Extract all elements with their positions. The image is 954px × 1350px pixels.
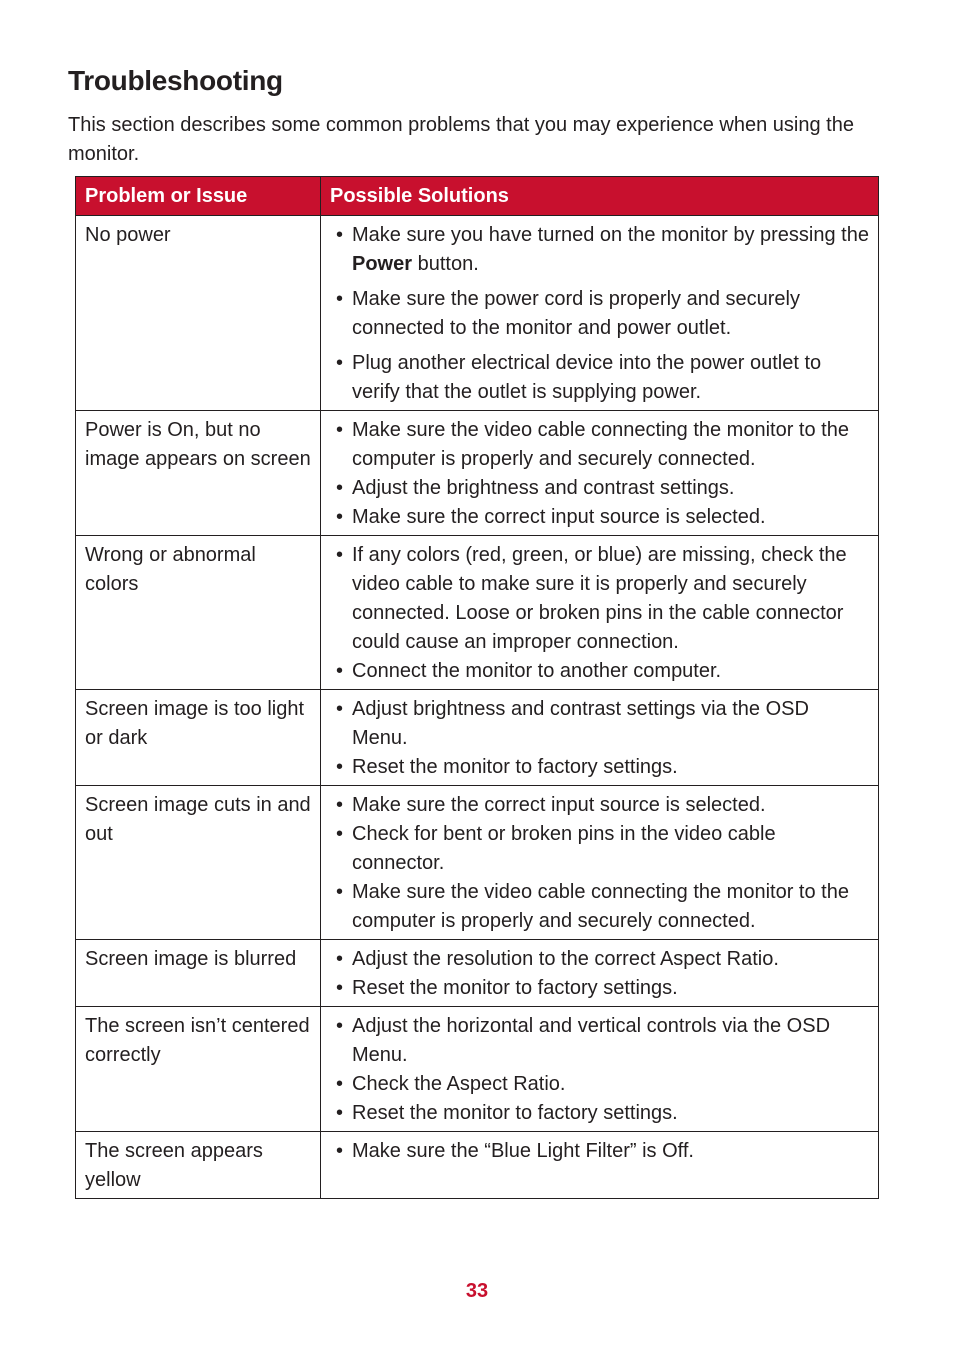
- solutions-cell: [321, 786, 879, 940]
- solutions-cell: [321, 1007, 879, 1132]
- solution-item: • Adjust the horizontal and vertical controls via the OSD Menu.: [330, 1012, 869, 1070]
- solutions-cell: [321, 690, 879, 786]
- solutions-list: [330, 695, 869, 782]
- solution-item: • Check for bent or broken pins in the video cable connector.: [330, 820, 869, 878]
- solutions-list: [330, 416, 869, 532]
- solution-item: [330, 221, 869, 279]
- problem-cell: The screen appears yellow: [76, 1132, 321, 1199]
- solutions-list: [330, 1012, 869, 1128]
- table-row: [76, 786, 879, 940]
- problem-cell: Screen image is too light or dark: [76, 690, 321, 786]
- solution-text: Make sure you have turned on the monitor by pressing the: [352, 224, 869, 246]
- solution-item: • Make sure the correct input source is selected.: [330, 791, 869, 820]
- solution-item: • Make sure the video cable connecting the monitor to the computer is properly and securely connected.: [330, 878, 869, 936]
- solution-item: • Reset the monitor to factory settings.: [330, 753, 869, 782]
- solution-item: • Reset the monitor to factory settings.: [330, 974, 869, 1003]
- intro-text: This section describes some common problems that you may experience when using the monitor.: [68, 114, 854, 165]
- solution-item: • Connect the monitor to another computer.: [330, 657, 869, 686]
- table-row: [76, 1132, 879, 1199]
- table-row: [76, 216, 879, 411]
- solutions-cell: [321, 940, 879, 1007]
- solution-item: • Adjust the brightness and contrast settings.: [330, 474, 869, 503]
- solution-item: • Reset the monitor to factory settings.: [330, 1099, 869, 1128]
- solutions-cell: [321, 536, 879, 690]
- table-header-row: [76, 177, 879, 216]
- solutions-cell: [321, 216, 879, 411]
- solutions-list: [330, 791, 869, 936]
- table-row: [76, 690, 879, 786]
- solution-item: • Make sure the video cable connecting the monitor to the computer is properly and securely connected.: [330, 416, 869, 474]
- solution-item: • Make sure the power cord is properly and securely connected to the monitor and power outlet.: [330, 285, 869, 343]
- solutions-list: [330, 1137, 869, 1166]
- solutions-cell: [321, 411, 879, 536]
- table-row: [76, 1007, 879, 1132]
- problem-cell: The screen isn’t centered correctly: [76, 1007, 321, 1132]
- problem-cell: No power: [76, 216, 321, 411]
- solution-item: • Make sure the correct input source is selected.: [330, 503, 869, 532]
- solution-item: • Adjust the resolution to the correct Aspect Ratio.: [330, 945, 869, 974]
- header-problem: Problem or Issue: [76, 177, 321, 216]
- solution-item: • Plug another electrical device into the power outlet to verify that the outlet is supplying power.: [330, 349, 869, 407]
- problem-cell: Screen image is blurred: [76, 940, 321, 1007]
- page-title: Troubleshooting: [68, 65, 283, 96]
- solution-item: • Check the Aspect Ratio.: [330, 1070, 869, 1099]
- problem-cell: Power is On, but no image appears on screen: [76, 411, 321, 536]
- problem-cell: Wrong or abnormal colors: [76, 536, 321, 690]
- page-number: 33: [465, 1280, 489, 1302]
- solutions-list: [330, 945, 869, 1003]
- problem-cell: Screen image cuts in and out: [76, 786, 321, 940]
- troubleshooting-table: [75, 176, 879, 1199]
- solution-item: • Adjust brightness and contrast settings via the OSD Menu.: [330, 695, 869, 753]
- solutions-cell: [321, 1132, 879, 1199]
- solution-item: • Make sure the “Blue Light Filter” is Off.: [330, 1137, 869, 1166]
- power-button-term: Power: [352, 253, 413, 275]
- solutions-list: [330, 221, 869, 407]
- solution-text: button.: [412, 253, 479, 275]
- solution-item: • If any colors (red, green, or blue) are missing, check the video cable to make sure it is properly and securely connected. Loose or broken pins in the cable connector could cause an improper connection.: [330, 541, 869, 657]
- solutions-list: [330, 541, 869, 686]
- table-row: [76, 536, 879, 690]
- header-solutions: Possible Solutions: [321, 177, 879, 216]
- table-row: [76, 411, 879, 536]
- table-row: [76, 940, 879, 1007]
